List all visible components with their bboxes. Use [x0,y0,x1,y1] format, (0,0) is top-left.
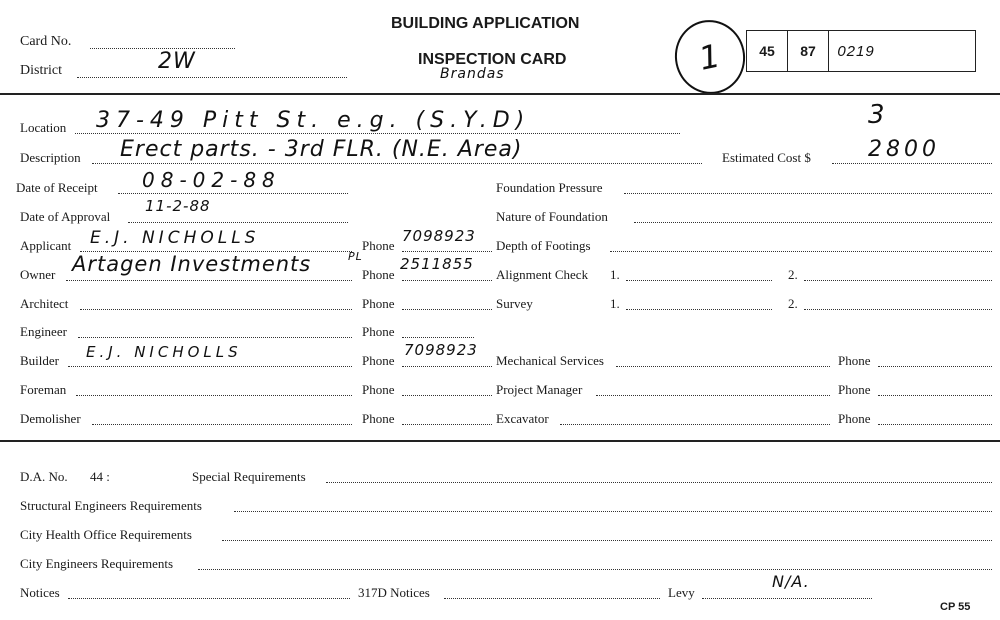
title-line1: BUILDING APPLICATION [391,15,580,32]
description-label: Description [20,150,81,165]
survey-two-label: 2. [788,296,798,311]
mechanical-label: Mechanical Services [496,353,604,368]
district-value: 2W [158,49,196,74]
description-field[interactable] [92,163,702,164]
notices-label: Notices [20,585,60,600]
location-field[interactable] [75,133,680,134]
title-annotation: Brandas [440,66,505,82]
demolisher-phone-label: Phone [362,411,395,426]
alignment-check-label: Alignment Check [496,267,589,282]
notices-317d-label: 317D Notices [358,585,430,600]
alignment-one-label: 1. [610,267,620,282]
circled-number-text: 1 [695,36,725,78]
alignment-check-field-2[interactable] [804,280,992,281]
city-health-field[interactable] [222,540,992,541]
card-no-label: Card No. [20,34,72,49]
levy-label: Levy [668,585,695,600]
estimated-cost-label: Estimated Cost $ [722,150,811,165]
engineer-phone-field[interactable] [402,337,474,338]
engineer-phone-label: Phone [362,324,395,339]
location-note: 3 [868,100,886,130]
owner-label: Owner [20,267,56,282]
builder-field[interactable] [68,366,352,367]
date-receipt-label: Date of Receipt [16,180,98,195]
survey-field-1[interactable] [626,309,772,310]
alignment-check-field-1[interactable] [626,280,772,281]
special-req-label: Special Requirements [192,469,306,484]
project-manager-field[interactable] [596,395,830,396]
architect-label: Architect [20,296,69,311]
builder-label: Builder [20,353,59,368]
nature-foundation-field[interactable] [634,222,992,223]
city-health-label: City Health Office Requirements [20,527,192,542]
owner-field[interactable] [66,280,352,281]
applicant-value: E.J. NICHOLLS [90,228,260,248]
date-receipt-value: 08-02-88 [142,168,281,192]
foreman-field[interactable] [76,395,352,396]
excavator-label: Excavator [496,411,549,426]
da-no-label: D.A. No. [20,469,68,484]
mechanical-phone-field[interactable] [878,366,992,367]
foreman-label: Foreman [20,382,67,397]
engineer-field[interactable] [78,337,352,338]
box-cell-3: 0219 [837,42,875,60]
excavator-phone-label: Phone [838,411,871,426]
foreman-phone-field[interactable] [402,395,492,396]
demolisher-label: Demolisher [20,411,81,426]
depth-footings-label: Depth of Footings [496,238,591,253]
estimated-cost-field[interactable] [832,163,992,164]
box-cell-2: 87 [788,31,829,71]
owner-phone-field[interactable] [402,280,492,281]
mechanical-phone-label: Phone [838,353,871,368]
excavator-phone-field[interactable] [878,424,992,425]
district-label: District [20,63,62,78]
levy-value: N/A. [772,572,810,591]
date-receipt-field[interactable] [118,193,348,194]
applicant-phone-field[interactable] [402,251,492,252]
city-engineers-label: City Engineers Requirements [20,556,174,571]
owner-suffix: PL [348,250,363,263]
mechanical-field[interactable] [616,366,830,367]
applicant-phone-label: Phone [362,238,395,253]
title-line2: INSPECTION CARD [418,51,567,68]
builder-phone-value: 7098923 [404,341,478,359]
location-value: 37-49 Pitt St. e.g. (S.Y.D) [96,108,531,133]
estimated-cost-value: 2800 [868,137,940,162]
location-label: Location [20,120,67,135]
builder-phone-field[interactable] [402,366,492,367]
applicant-label: Applicant [20,238,72,253]
district-field[interactable] [77,77,347,78]
foundation-pressure-field[interactable] [624,193,992,194]
project-manager-label: Project Manager [496,382,583,397]
owner-phone-label: Phone [362,267,395,282]
da-no-value: 44 : [90,469,110,484]
demolisher-field[interactable] [92,424,352,425]
circled-number [668,14,752,101]
structural-label: Structural Engineers Requirements [20,498,202,513]
owner-value: Artagen Investments [72,252,312,276]
structural-field[interactable] [234,511,992,512]
card-number-box [746,30,976,72]
date-approval-label: Date of Approval [20,209,111,224]
notices-317d-field[interactable] [444,598,660,599]
depth-footings-field[interactable] [610,251,992,252]
alignment-two-label: 2. [788,267,798,282]
header-divider [0,93,1000,95]
form-code: CP 55 [940,601,971,613]
project-manager-phone-label: Phone [838,382,871,397]
owner-phone-value: 2511855 [400,255,474,273]
survey-one-label: 1. [610,296,620,311]
box-cell-1: 45 [747,31,788,71]
project-manager-phone-field[interactable] [878,395,992,396]
builder-value: E.J. NICHOLLS [86,343,242,361]
applicant-phone-value: 7098923 [402,227,476,245]
date-approval-value: 11-2-88 [145,197,211,215]
survey-label: Survey [496,296,533,311]
notices-field[interactable] [68,598,350,599]
nature-foundation-label: Nature of Foundation [496,209,608,224]
excavator-field[interactable] [560,424,830,425]
architect-phone-label: Phone [362,296,395,311]
foreman-phone-label: Phone [362,382,395,397]
engineer-label: Engineer [20,324,67,339]
builder-phone-label: Phone [362,353,395,368]
demolisher-phone-field[interactable] [402,424,492,425]
city-engineers-field[interactable] [198,569,992,570]
date-approval-field[interactable] [128,222,348,223]
foundation-pressure-label: Foundation Pressure [496,180,603,195]
middle-divider [0,440,1000,442]
special-req-field[interactable] [326,482,992,483]
levy-field[interactable] [702,598,872,599]
architect-phone-field[interactable] [402,309,492,310]
architect-field[interactable] [80,309,352,310]
survey-field-2[interactable] [804,309,992,310]
description-value: Erect parts. - 3rd FLR. (N.E. Area) [120,137,523,162]
